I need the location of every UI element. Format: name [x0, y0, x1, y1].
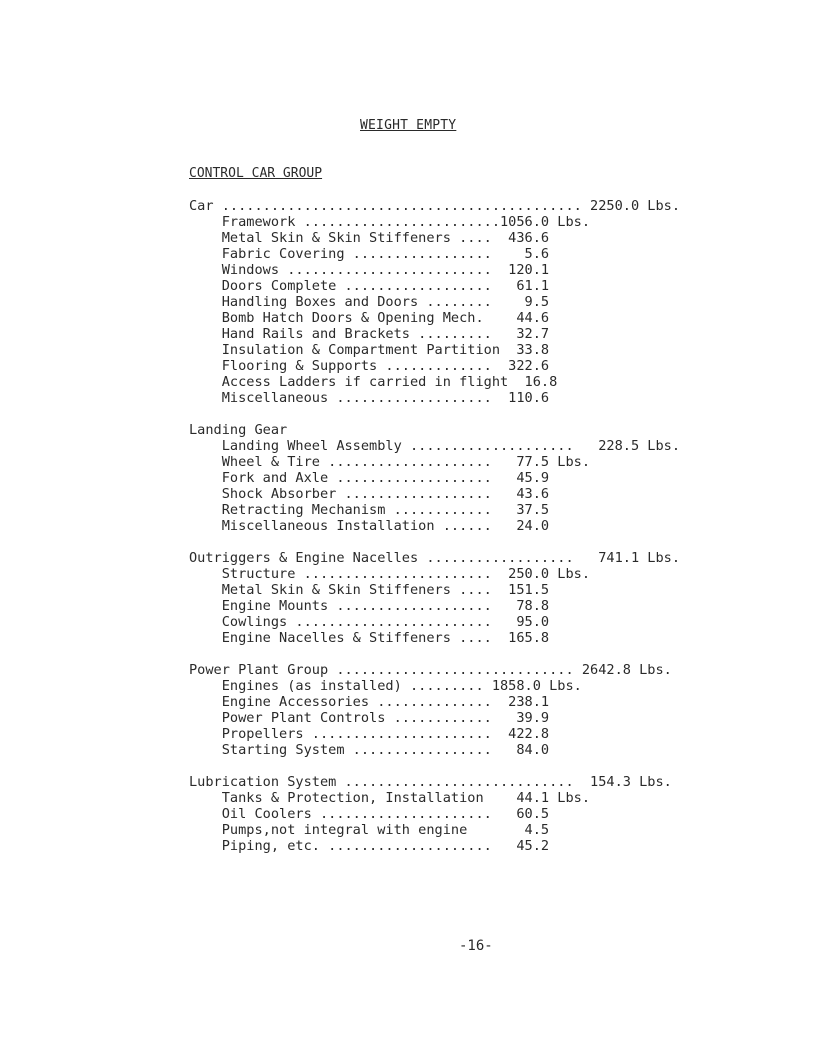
table-line: Miscellaneous Installation ...... 24.0: [189, 518, 550, 534]
table-line: Shock Absorber .................. 43.6: [189, 486, 550, 502]
table-line: Outriggers & Engine Nacelles .................. 741.1 Lbs.: [189, 550, 681, 566]
table-line: Landing Gear: [189, 422, 288, 438]
table-line: Insulation & Compartment Partition 33.8: [189, 342, 550, 358]
table-line: Cowlings ........................ 95.0: [189, 614, 550, 630]
section-title: CONTROL CAR GROUP: [189, 166, 323, 181]
table-line: Lubrication System ............................ 154.3 Lbs.: [189, 774, 672, 790]
table-line: Windows ......................... 120.1: [189, 262, 550, 278]
table-line: Metal Skin & Skin Stiffeners .... 436.6: [189, 230, 550, 246]
table-line: Starting System ................. 84.0: [189, 742, 550, 758]
table-line: Flooring & Supports ............. 322.6: [189, 358, 550, 374]
table-line: Engines (as installed) ......... 1858.0 Lbs.: [189, 678, 582, 694]
table-line: Engine Mounts ................... 78.8: [189, 598, 550, 614]
page-number: -16-: [459, 938, 493, 954]
table-line: Engine Accessories .............. 238.1: [189, 694, 550, 710]
table-line: Metal Skin & Skin Stiffeners .... 151.5: [189, 582, 550, 598]
table-line: Hand Rails and Brackets ......... 32.7: [189, 326, 550, 342]
table-line: Access Ladders if carried in flight 16.8: [189, 374, 558, 390]
table-line: Doors Complete .................. 61.1: [189, 278, 550, 294]
table-line: Tanks & Protection, Installation 44.1 Lbs.: [189, 790, 591, 806]
table-line: Power Plant Controls ............ 39.9: [189, 710, 550, 726]
table-line: Framework ........................1056.0 Lbs.: [189, 214, 591, 230]
table-line: Oil Coolers ..................... 60.5: [189, 806, 550, 822]
table-line: Propellers ...................... 422.8: [189, 726, 550, 742]
table-line: Retracting Mechanism ............ 37.5: [189, 502, 550, 518]
table-line: Landing Wheel Assembly .................... 228.5 Lbs.: [189, 438, 681, 454]
table-line: Structure ....................... 250.0 Lbs.: [189, 566, 591, 582]
table-line: Fabric Covering ................. 5.6: [189, 246, 550, 262]
table-line: Engine Nacelles & Stiffeners .... 165.8: [189, 630, 550, 646]
table-line: Handling Boxes and Doors ........ 9.5: [189, 294, 550, 310]
table-line: Wheel & Tire .................... 77.5 Lbs.: [189, 454, 591, 470]
table-line: Piping, etc. .................... 45.2: [189, 838, 550, 854]
table-line: Car ............................................ 2250.0 Lbs.: [189, 198, 681, 214]
table-line: Fork and Axle ................... 45.9: [189, 470, 550, 486]
weight-table: [189, 198, 680, 854]
page-title: WEIGHT EMPTY: [360, 118, 457, 133]
table-line: Pumps,not integral with engine 4.5: [189, 822, 550, 838]
table-line: Miscellaneous ................... 110.6: [189, 390, 550, 406]
table-line: Power Plant Group ............................. 2642.8 Lbs.: [189, 662, 672, 678]
table-line: Bomb Hatch Doors & Opening Mech. 44.6: [189, 310, 550, 326]
